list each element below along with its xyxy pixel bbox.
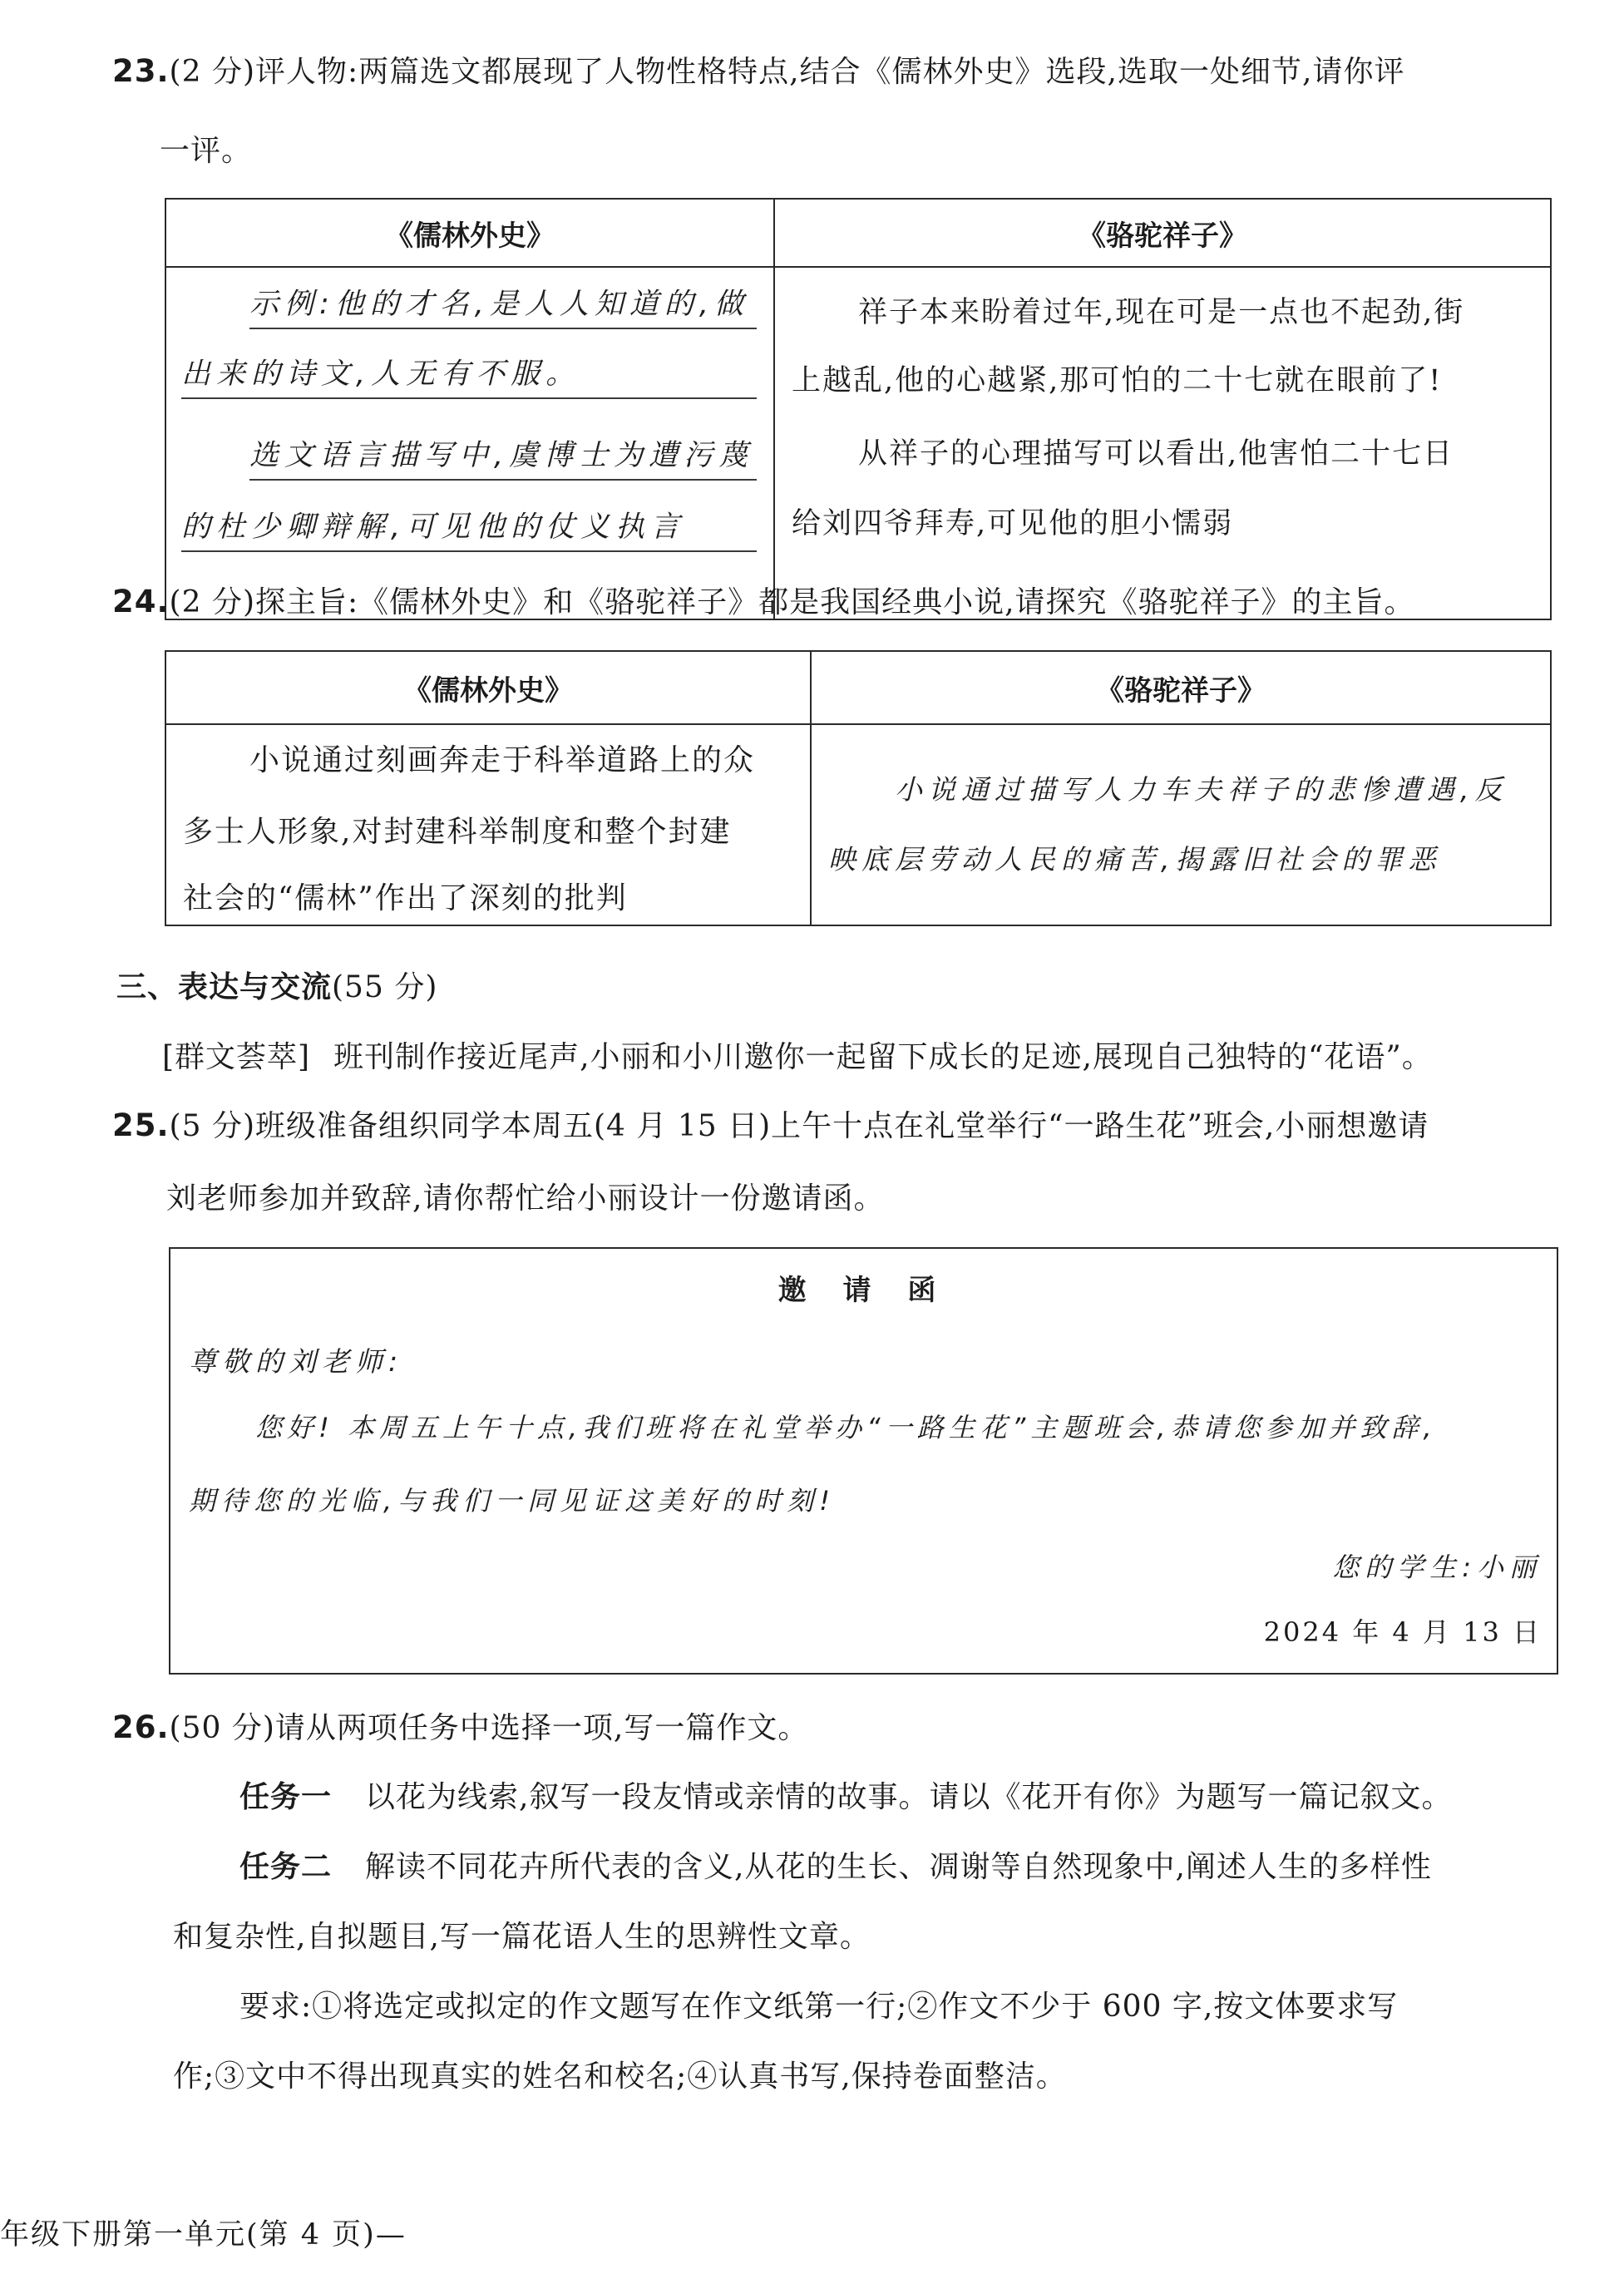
section3-intro-tag: [群文荟萃]: [162, 1040, 311, 1074]
invitation-salutation: 尊敬的刘老师:: [189, 1345, 404, 1378]
q26-task2-text: 解读不同花卉所代表的含义,从花的生长、凋谢等自然现象中,阐述人生的多样性: [365, 1850, 1432, 1884]
q23-number: 23.: [112, 53, 170, 89]
q23-prompt-line2: 一评。: [160, 134, 253, 168]
invitation-body-line2: 期待您的光临,与我们一同见证这美好的时刻!: [189, 1485, 837, 1517]
q26-requirements-line1: 要求:①将选定或拟定的作文题写在作文纸第一行;②作文不少于 600 字,按文体要求写: [239, 1990, 1399, 2024]
q24-header-luotuo: 《骆驼祥子》: [811, 651, 1551, 724]
q23-table: [165, 198, 1552, 620]
section3-intro: [162, 1038, 1433, 1078]
q25-prompt-line1: 25.(5 分)班级准备组织同学本周五(4 月 15 日)上午十点在礼堂举行“一路生花”班会,小丽想邀请: [112, 1107, 1429, 1143]
q26-task1-label: 任务一: [239, 1780, 333, 1814]
section3-intro-text: 班刊制作接近尾声,小丽和小川邀你一起留下成长的足迹,展现自己独特的“花语”。: [333, 1040, 1433, 1074]
q24-answer-line: 小说通过描写人力车夫祥子的悲惨遭遇,反: [895, 773, 1508, 806]
q24-passage-line: 多士人形象,对封建科举制度和整个封建: [183, 815, 732, 849]
q26-number: 26.: [112, 1709, 170, 1745]
q24-passage-line: 社会的“儒林”作出了深刻的批判: [183, 881, 628, 915]
q23-answer-line: 选文语言描写中,虞博士为遭污蔑: [249, 432, 757, 481]
q23-passage-cell: [774, 267, 1551, 619]
q24-passage-cell: [165, 724, 811, 925]
q24-prompt-line1: 24.(2 分)探主旨:《儒林外史》和《骆驼祥子》都是我国经典小说,请探究《骆驼祥子》的主旨。: [112, 584, 1415, 619]
q24-answer-line: 映底层劳动人民的痛苦,揭露旧社会的罪恶: [828, 843, 1442, 876]
q25-prompt-line2: 刘老师参加并致辞,请你帮忙给小丽设计一份邀请函。: [166, 1181, 885, 1216]
q23-header-luotuo: 《骆驼祥子》: [774, 199, 1551, 267]
q23-answer-cell: [165, 267, 774, 619]
section3-heading: [116, 968, 437, 1008]
q23-header-rulin: 《儒林外史》: [165, 199, 774, 267]
section3-title: 三、表达与交流: [116, 970, 333, 1004]
invitation-body-line1: 您好! 本周五上午十点,我们班将在礼堂举办“一路生花”主题班会,恭请您参加并致辞,: [255, 1412, 1437, 1443]
q23-answer-line: 出来的诗文,人无有不服。: [181, 351, 757, 399]
q26-task2-label: 任务二: [239, 1850, 333, 1884]
q23-answer-line: 的杜少卿辩解,可见他的仗义执言: [181, 504, 757, 552]
q26-prompt-line1: 26.(50 分)请从两项任务中选择一项,写一篇作文。: [112, 1709, 809, 1745]
section3-score: (55 分): [332, 970, 438, 1004]
q24-passage-line: 小说通过刻画奔走于科举道路上的众: [249, 743, 756, 777]
q26-requirements-line2: 作;③文中不得出现真实的姓名和校名;④认真书写,保持卷面整洁。: [173, 2059, 1067, 2094]
q23-passage-line: 从祥子的心理描写可以看出,他害怕二十七日: [858, 437, 1454, 471]
q23-passage-line: 给刘四爷拜寿,可见他的胆小懦弱: [792, 507, 1234, 540]
q23-answer-line: 示例:他的才名,是人人知道的,做: [249, 281, 757, 329]
q23-passage-line: 上越乱,他的心越紧,那可怕的二十七就在眼前了!: [792, 364, 1443, 397]
q24-header-rulin: 《儒林外史》: [165, 651, 811, 724]
page-footer: 年级下册第一单元(第 4 页)—: [0, 2218, 407, 2252]
q26-task2: [239, 1847, 1432, 1887]
q24-answer-cell: [811, 724, 1551, 925]
q23-passage-line: 祥子本来盼着过年,现在可是一点也不起劲,街: [858, 296, 1465, 329]
invitation-signature: 您的学生:小丽: [1332, 1551, 1542, 1583]
q26-task1-text: 以花为线索,叙写一段友情或亲情的故事。请以《花开有你》为题写一篇记叙文。: [365, 1780, 1453, 1814]
invitation-letter-box: [169, 1247, 1558, 1675]
q25-number: 25.: [112, 1107, 170, 1143]
q26-task1: [239, 1778, 1452, 1818]
invitation-title: 邀 请 函: [777, 1274, 950, 1307]
invitation-date: 2024 年 4 月 13 日: [1263, 1616, 1542, 1648]
q24-table: [165, 650, 1552, 926]
q23-prompt-line1: 23.(2 分)评人物:两篇选文都展现了人物性格特点,结合《儒林外史》选段,选取一处细节,请你评: [112, 53, 1405, 89]
q26-task2-line2: 和复杂性,自拟题目,写一篇花语人生的思辨性文章。: [173, 1920, 871, 1954]
q24-number: 24.: [112, 584, 170, 619]
